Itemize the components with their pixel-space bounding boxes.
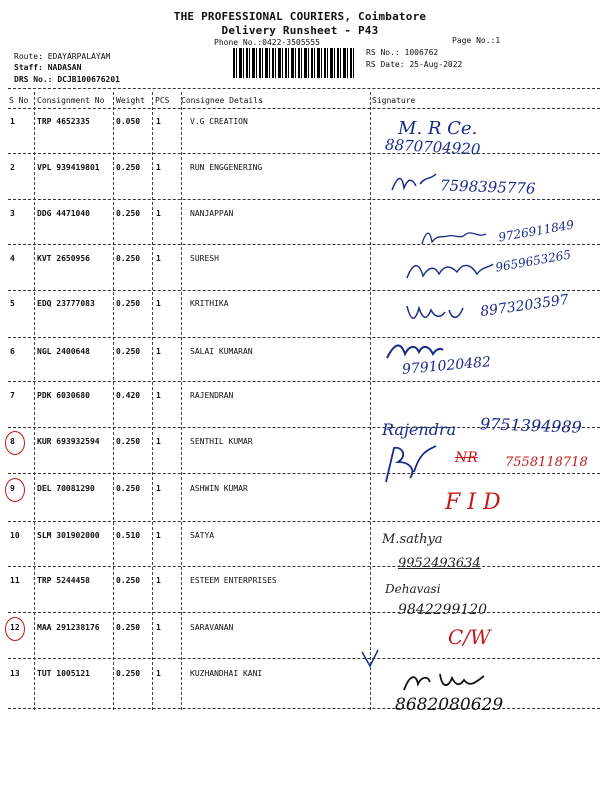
col-consignment: Consignment No bbox=[37, 96, 105, 105]
row-rule bbox=[8, 290, 600, 291]
col-divider bbox=[370, 92, 371, 710]
col-signature: Signature bbox=[372, 96, 416, 105]
row-sno: 10 bbox=[10, 531, 20, 540]
page-subtitle: Delivery Runsheet - P43 bbox=[221, 24, 379, 37]
handwritten-phone: 9751394989 bbox=[479, 414, 583, 437]
drs-number: DRS No.: DCJB100676201 bbox=[14, 75, 120, 84]
row-pcs: 1 bbox=[156, 347, 161, 356]
row-rule bbox=[8, 708, 600, 709]
row-sno: 12 bbox=[10, 623, 20, 632]
row-consignment: PDK 6030680 bbox=[37, 391, 90, 400]
row-consignment: TRP 5244458 bbox=[37, 576, 90, 585]
row-consignee: RAJENDRAN bbox=[190, 391, 234, 400]
row-pcs: 1 bbox=[156, 484, 161, 493]
row-sno: 11 bbox=[10, 576, 20, 585]
col-divider bbox=[181, 92, 182, 710]
signature-scribble bbox=[400, 670, 490, 698]
handwritten-phone: 9842299120 bbox=[398, 602, 488, 618]
row-weight: 0.250 bbox=[116, 254, 141, 263]
row-consignee: SENTHIL KUMAR bbox=[190, 437, 253, 446]
row-consignment: DDG 4471040 bbox=[37, 209, 90, 218]
handwritten-note: Rajendra bbox=[382, 420, 457, 439]
row-sno: 7 bbox=[10, 391, 15, 400]
rs-number: RS No.: 1006762 bbox=[366, 48, 439, 57]
signature-scribble bbox=[405, 300, 465, 326]
col-pcs: PCS bbox=[155, 96, 170, 105]
row-rule bbox=[8, 658, 600, 659]
row-consignee: SURESH bbox=[190, 254, 219, 263]
row-consignee: SALAI KUMARAN bbox=[190, 347, 253, 356]
row-pcs: 1 bbox=[156, 576, 161, 585]
row-sno: 1 bbox=[10, 117, 15, 126]
row-rule bbox=[8, 244, 600, 245]
handwritten-phone: 9659653265 bbox=[494, 247, 572, 275]
row-rule bbox=[8, 199, 600, 200]
row-consignee: V.G CREATION bbox=[190, 117, 248, 126]
handwritten-note: Dehavasi bbox=[385, 582, 441, 596]
staff: Staff: NADASAN bbox=[14, 63, 82, 72]
row-pcs: 1 bbox=[156, 209, 161, 218]
row-sno: 4 bbox=[10, 254, 15, 263]
row-pcs: 1 bbox=[156, 254, 161, 263]
handwritten-note: C/W bbox=[448, 625, 491, 649]
red-circle-mark bbox=[5, 431, 25, 455]
col-consignee: Consignee Details bbox=[181, 96, 263, 105]
row-pcs: 1 bbox=[156, 163, 161, 172]
row-sno: 3 bbox=[10, 209, 15, 218]
row-weight: 0.420 bbox=[116, 391, 141, 400]
row-consignment: SLM 301902000 bbox=[37, 531, 100, 540]
row-consignee: NANJAPPAN bbox=[190, 209, 234, 218]
handwritten-phone: 8682080629 bbox=[395, 695, 504, 715]
row-weight: 0.250 bbox=[116, 163, 141, 172]
route: Route: EDAYARPALAYAM bbox=[14, 52, 111, 61]
row-weight: 0.250 bbox=[116, 437, 141, 446]
signature-scribble bbox=[380, 442, 440, 486]
row-sno: 8 bbox=[10, 437, 15, 446]
row-consignment: VPL 939419801 bbox=[37, 163, 100, 172]
col-sno: S No bbox=[9, 96, 29, 105]
header-rule-bottom bbox=[8, 108, 600, 109]
handwritten-phone: 9791020482 bbox=[401, 354, 492, 378]
row-consignment: TUT 1005121 bbox=[37, 669, 90, 678]
row-consignment: NGL 2400648 bbox=[37, 347, 90, 356]
row-weight: 0.250 bbox=[116, 576, 141, 585]
row-weight: 0.510 bbox=[116, 531, 141, 540]
handwritten-phone: 9952493634 bbox=[398, 556, 481, 571]
col-weight: Weight bbox=[116, 96, 145, 105]
row-weight: 0.250 bbox=[116, 209, 141, 218]
row-weight: 0.250 bbox=[116, 484, 141, 493]
row-sno: 9 bbox=[10, 484, 15, 493]
row-rule bbox=[8, 153, 600, 154]
row-consignee: ASHWIN KUMAR bbox=[190, 484, 248, 493]
row-pcs: 1 bbox=[156, 391, 161, 400]
rs-date: RS Date: 25-Aug-2022 bbox=[366, 60, 463, 69]
barcode bbox=[233, 48, 355, 78]
row-weight: 0.250 bbox=[116, 347, 141, 356]
handwritten-note: M.sathya bbox=[382, 532, 443, 547]
signature-scribble bbox=[420, 228, 490, 250]
row-consignment: KVT 2650956 bbox=[37, 254, 90, 263]
row-consignee: KRITHIKA bbox=[190, 299, 229, 308]
handwritten-phone: 7558118718 bbox=[505, 455, 588, 470]
col-divider bbox=[113, 92, 114, 710]
row-weight: 0.250 bbox=[116, 299, 141, 308]
row-consignee: SARAVANAN bbox=[190, 623, 234, 632]
row-consignment: TRP 4652335 bbox=[37, 117, 90, 126]
col-divider bbox=[34, 92, 35, 710]
header-rule-top bbox=[8, 88, 600, 89]
row-weight: 0.250 bbox=[116, 623, 141, 632]
row-sno: 6 bbox=[10, 347, 15, 356]
row-sno: 2 bbox=[10, 163, 15, 172]
row-consignment: MAA 291238176 bbox=[37, 623, 100, 632]
handwritten-phone: 7598395776 bbox=[439, 176, 536, 198]
check-mark bbox=[360, 648, 380, 670]
row-sno: 13 bbox=[10, 669, 20, 678]
row-rule bbox=[8, 521, 600, 522]
signature-scribble bbox=[390, 170, 440, 196]
row-consignment: DEL 70081290 bbox=[37, 484, 95, 493]
handwritten-phone: 8870704920 bbox=[384, 135, 481, 159]
row-pcs: 1 bbox=[156, 623, 161, 632]
row-consignee: SATYA bbox=[190, 531, 215, 540]
row-consignment: KUR 693932594 bbox=[37, 437, 100, 446]
page-number: Page No.:1 bbox=[452, 36, 501, 45]
row-consignment: EDQ 23777083 bbox=[37, 299, 95, 308]
row-sno: 5 bbox=[10, 299, 15, 308]
phone-number: Phone No.:0422-3505555 bbox=[214, 38, 320, 47]
handwritten-note: NR bbox=[455, 450, 478, 466]
signature-scribble bbox=[405, 258, 495, 284]
row-rule bbox=[8, 337, 600, 338]
row-pcs: 1 bbox=[156, 117, 161, 126]
row-weight: 0.050 bbox=[116, 117, 141, 126]
row-rule bbox=[8, 473, 600, 474]
row-pcs: 1 bbox=[156, 669, 161, 678]
row-pcs: 1 bbox=[156, 437, 161, 446]
handwritten-note: M. R Ce. bbox=[398, 118, 478, 139]
red-circle-mark bbox=[5, 478, 25, 502]
row-pcs: 1 bbox=[156, 299, 161, 308]
row-rule bbox=[8, 381, 600, 382]
handwritten-phone: 8973203597 bbox=[479, 291, 570, 321]
row-consignee: KUZHANDHAI KANI bbox=[190, 669, 263, 678]
handwritten-note: F I D bbox=[445, 490, 501, 515]
red-circle-mark bbox=[5, 617, 25, 641]
col-divider bbox=[152, 92, 153, 710]
handwritten-phone: 9726911849 bbox=[497, 217, 575, 245]
row-rule bbox=[8, 612, 600, 613]
row-consignee: ESTEEM ENTERPRISES bbox=[190, 576, 277, 585]
page-title: THE PROFESSIONAL COURIERS, Coimbatore bbox=[173, 10, 427, 23]
row-consignee: RUN ENGGENERING bbox=[190, 163, 263, 172]
row-weight: 0.250 bbox=[116, 669, 141, 678]
row-pcs: 1 bbox=[156, 531, 161, 540]
row-rule bbox=[8, 566, 600, 567]
